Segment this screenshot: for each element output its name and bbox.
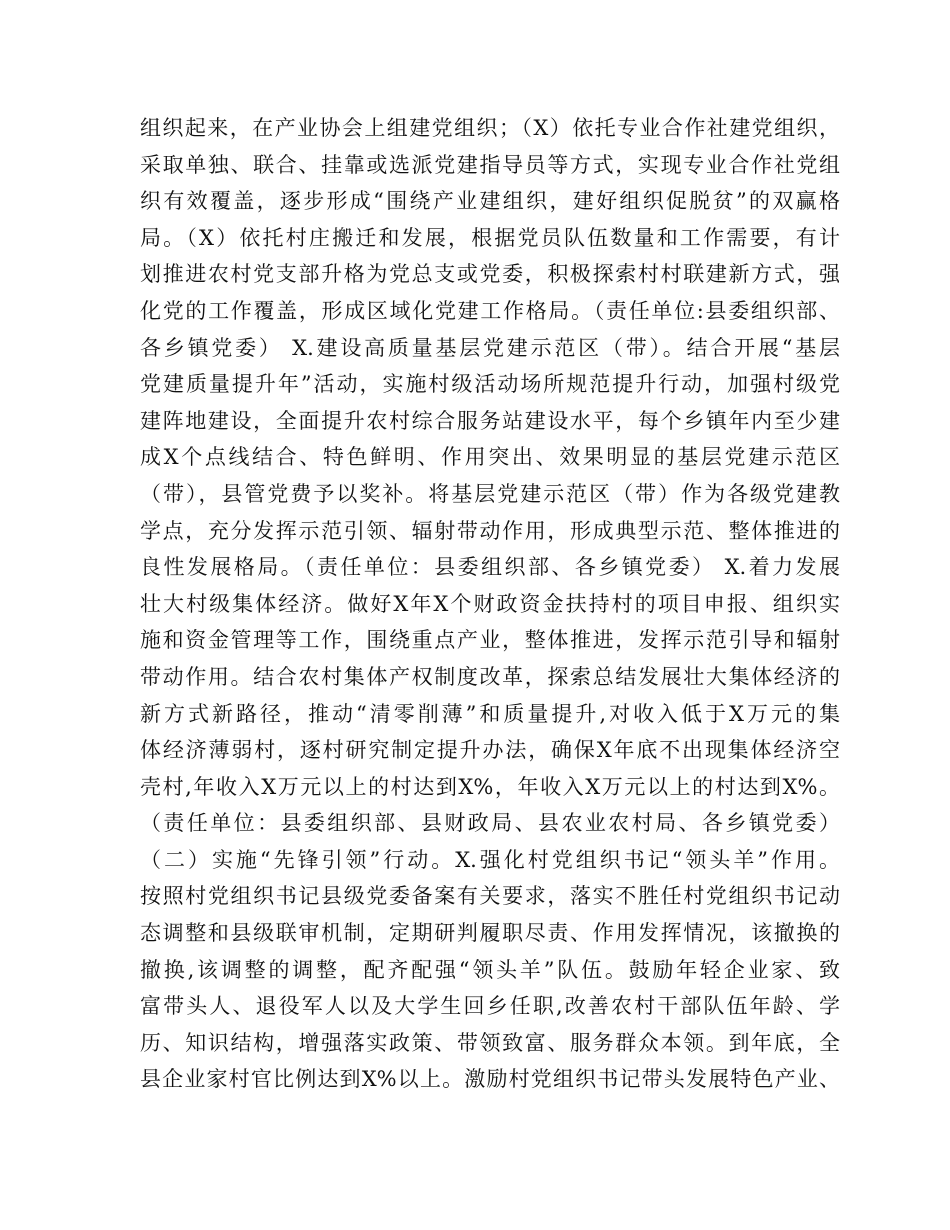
text-line-5: 划推进农村党支部升格为党总支或党委，积极探索村村联建新方式，强 <box>140 262 840 287</box>
text-line-3: 织有效覆盖，逐步形成“围绕产业建组织，建好组织促脱贫”的双赢格 <box>140 189 840 214</box>
text-line-22: 按照村党组织书记县级党委备案有关要求，落实不胜任村党组织书记动 <box>140 884 840 909</box>
text-line-1: 组织起来，在产业协会上组建党组织；（X）依托专业合作社建党组织， <box>140 116 840 140</box>
text-line-17: 新方式新路径，推动“清零削薄”和质量提升,对收入低于X万元的集 <box>140 701 840 726</box>
text-line-27: 县企业家村官比例达到X%以上。激励村党组织书记带头发展特色产业、 <box>140 1067 840 1092</box>
text-line-9: 建阵地建设，全面提升农村综合服务站建设水平，每个乡镇年内至少建 <box>140 408 840 433</box>
document-body <box>140 110 840 1098</box>
text-line-4: 局。（X）依托村庄搬迁和发展，根据党员队伍数量和工作需要，有计 <box>140 225 840 250</box>
text-line-6: 化党的工作覆盖，形成区域化党建工作格局。（责任单位:县委组织部、 <box>140 298 840 323</box>
text-line-2: 采取单独、联合、挂靠或选派党建指导员等方式，实现专业合作社党组 <box>140 152 840 177</box>
text-line-18: 体经济薄弱村，逐村研究制定提升办法，确保X年底不出现集体经济空 <box>140 738 840 763</box>
text-line-16: 带动作用。结合农村集体产权制度改革，探索总结发展壮大集体经济的 <box>140 664 840 689</box>
text-line-25: 富带头人、退役军人以及大学生回乡任职,改善农村干部队伍年龄、学 <box>140 994 840 1019</box>
text-line-20: （责任单位：县委组织部、县财政局、县农业农村局、各乡镇党委） <box>140 811 840 836</box>
text-line-7: 各乡镇党委） X.建设高质量基层党建示范区（带）。结合开展“基层 <box>140 335 840 360</box>
text-line-14: 壮大村级集体经济。做好X年X个财政资金扶持村的项目申报、组织实 <box>140 591 840 616</box>
text-line-24: 撤换,该调整的调整，配齐配强“领头羊”队伍。鼓励年轻企业家、致 <box>140 957 840 982</box>
text-line-23: 态调整和县级联审机制，定期研判履职尽责、作用发挥情况，该撤换的 <box>140 921 840 946</box>
text-line-11: （带），县管党费予以奖补。将基层党建示范区（带）作为各级党建教 <box>140 481 840 506</box>
text-line-8: 党建质量提升年”活动，实施村级活动场所规范提升行动，加强村级党 <box>140 372 840 397</box>
text-line-21: （二）实施“先锋引领”行动。X.强化村党组织书记“领头羊”作用。 <box>140 847 840 872</box>
text-line-19: 壳村,年收入X万元以上的村达到X%，年收入X万元以上的村达到X%。 <box>140 774 840 799</box>
text-line-26: 历、知识结构，增强落实政策、带领致富、服务群众本领。到年底，全 <box>140 1030 840 1055</box>
text-line-13: 良性发展格局。（责任单位：县委组织部、各乡镇党委） X.着力发展 <box>140 555 840 580</box>
text-line-12: 学点，充分发挥示范引领、辐射带动作用，形成典型示范、整体推进的 <box>140 518 840 543</box>
text-line-10: 成X个点线结合、特色鲜明、作用突出、效果明显的基层党建示范区 <box>140 445 840 470</box>
text-line-15: 施和资金管理等工作，围绕重点产业，整体推进，发挥示范引导和辐射 <box>140 628 840 653</box>
